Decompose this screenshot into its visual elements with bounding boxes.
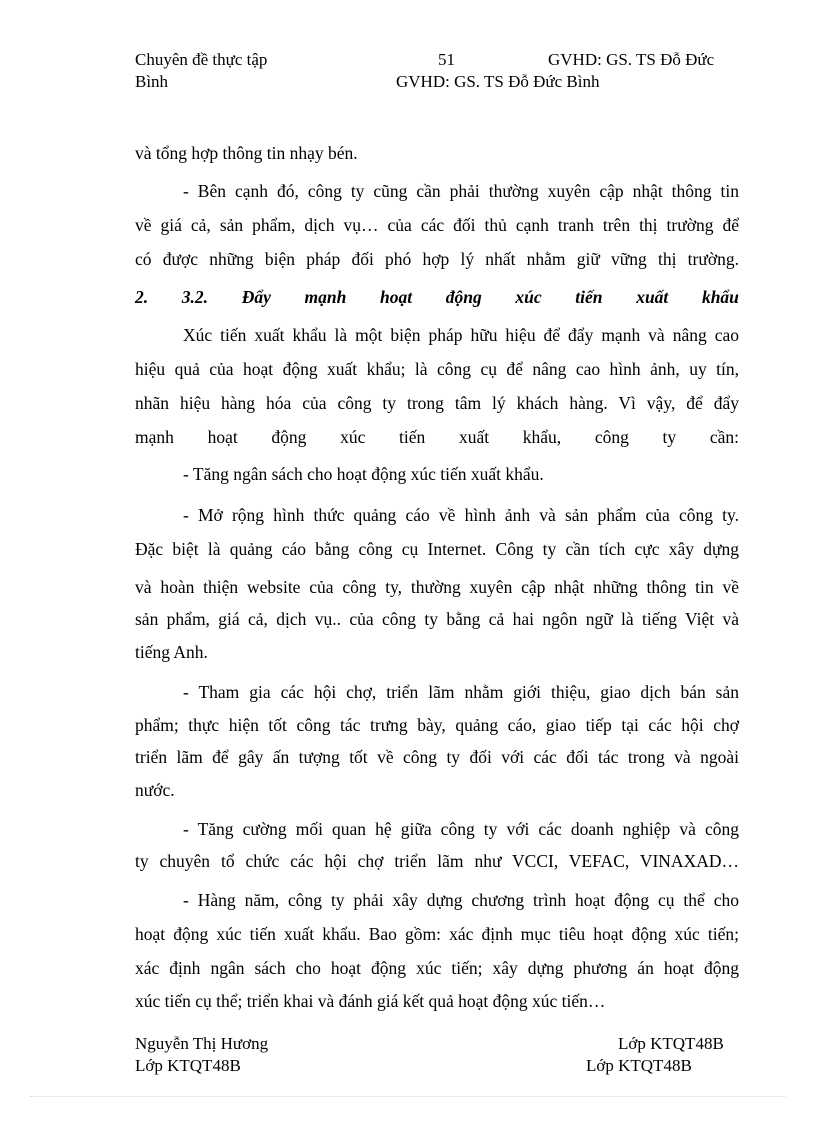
text-line: và hoàn thiện website của công ty, thường xuyên cập nhật những thông tin về — [135, 577, 739, 597]
text-line: tiếng Anh. — [135, 642, 208, 662]
text-line: xác định ngân sách cho hoạt động xúc tiến; xây dựng phương án hoạt động — [135, 958, 739, 978]
text-line: mạnh hoạt động xúc tiến xuất khẩu, công ty cần: — [135, 427, 739, 447]
text-line: phẩm; thực hiện tốt công tác trưng bày, quảng cáo, giao tiếp tại các hội chợ — [135, 715, 739, 735]
heading-word: Đẩy — [241, 287, 271, 307]
heading-word: 2. — [135, 287, 149, 307]
text-line: hoạt động xúc tiến xuất khẩu. Bao gồm: xác định mục tiêu hoạt động xúc tiến; — [135, 924, 739, 944]
header-left-line2: Bình — [135, 72, 169, 91]
text-line: có được những biện pháp đối phó hợp lý nhất nhằm giữ vững thị trường. — [135, 249, 739, 269]
text-line: nước. — [135, 780, 175, 800]
footer-right-line2: Lớp KTQT48B — [586, 1056, 692, 1075]
heading-word: hoạt — [379, 287, 413, 307]
text-line: - Tăng cường mối quan hệ giữa công ty với các doanh nghiệp và công — [183, 819, 739, 839]
text-line: triển lãm để gây ấn tượng tốt về công ty đối với các đối tác trong và ngoài — [135, 747, 739, 767]
text-line: - Tham gia các hội chợ, triển lãm nhằm giới thiệu, giao dịch bán sản — [183, 682, 739, 702]
text-line: - Tăng ngân sách cho hoạt động xúc tiến xuất khẩu. — [183, 464, 544, 484]
footer-left-line1: Nguyễn Thị Hương — [135, 1034, 269, 1053]
text-line: hiệu quả của hoạt động xuất khẩu; là công cụ để nâng cao hình ảnh, uy tín, — [135, 359, 739, 379]
header-right-line2: GVHD: GS. TS Đỗ Đức Bình — [396, 72, 600, 91]
text-line: nhãn hiệu hàng hóa của công ty trong tâm lý khách hàng. Vì vậy, để đẩy — [135, 393, 739, 413]
footer-left-line2: Lớp KTQT48B — [135, 1056, 241, 1075]
heading-word: tiến — [575, 287, 603, 307]
heading-word: xuất — [636, 287, 669, 307]
text-line: và tổng hợp thông tin nhạy bén. — [135, 143, 358, 163]
text-line: về giá cả, sản phẩm, dịch vụ… của các đối thủ cạnh tranh trên thị trường để — [135, 215, 739, 235]
page-bottom-divider — [30, 1096, 786, 1097]
header-right-line1: GVHD: GS. TS Đỗ Đức — [548, 50, 715, 69]
heading-word: mạnh — [304, 287, 347, 307]
heading-word: 3.2. — [181, 287, 209, 307]
page-number: 51 — [438, 50, 455, 69]
text-line: Xúc tiến xuất khẩu là một biện pháp hữu hiệu để đẩy mạnh và nâng cao — [183, 325, 739, 345]
text-line: xúc tiến cụ thể; triển khai và đánh giá kết quả hoạt động xúc tiến… — [135, 991, 606, 1011]
heading-word: khẩu — [701, 287, 739, 307]
header-left-line1: Chuyên đề thực tập — [135, 50, 268, 69]
section-heading — [135, 287, 739, 308]
heading-word: xúc — [515, 287, 542, 307]
text-line: - Hàng năm, công ty phải xây dựng chương trình hoạt động cụ thể cho — [183, 890, 739, 910]
footer-right-line1: Lớp KTQT48B — [618, 1034, 724, 1053]
text-line: ty chuyên tổ chức các hội chợ triển lãm như VCCI, VEFAC, VINAXAD… — [135, 851, 739, 871]
body-text — [135, 0, 739, 1123]
text-line: Đặc biệt là quảng cáo bằng công cụ Internet. Công ty cần tích cực xây dựng — [135, 539, 739, 559]
text-line: - Bên cạnh đó, công ty cũng cần phải thường xuyên cập nhật thông tin — [183, 181, 739, 201]
heading-word: động — [445, 287, 482, 307]
text-line: - Mở rộng hình thức quảng cáo về hình ảnh và sản phẩm của công ty. — [183, 505, 739, 525]
text-line: sản phẩm, giá cả, dịch vụ.. của công ty bằng cả hai ngôn ngữ là tiếng Việt và — [135, 609, 739, 629]
